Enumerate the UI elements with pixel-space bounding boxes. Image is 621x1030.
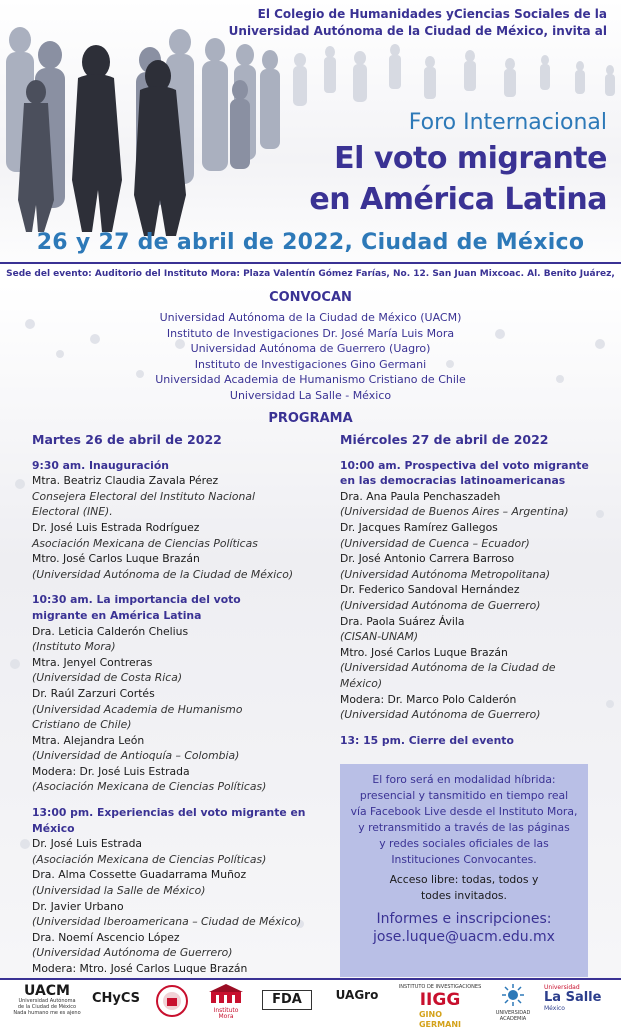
access-line: todes invitados.	[421, 889, 507, 902]
uagro-logo: UAGro	[335, 988, 379, 1002]
moderator-name: Modera: Dr. Marco Polo Calderón	[340, 692, 517, 706]
speaker-affiliation: (Universidad Autónoma Metropolitana)	[340, 567, 551, 581]
programa-heading: PROGRAMA	[268, 411, 353, 426]
info-line: y redes sociales oficiales de las	[379, 837, 549, 850]
academia-logo: UNIVERSIDAD ACADEMIA	[488, 984, 538, 1022]
speaker-affiliation: (Universidad Autónoma de la Ciudad de México)	[340, 661, 556, 690]
speaker-name: Dr. José Luis Estrada Rodríguez	[32, 520, 200, 534]
speaker-affiliation: (Universidad de Costa Rica)	[32, 671, 183, 685]
speaker-affiliation: (Universidad Autónoma de Guerrero)	[32, 946, 233, 960]
convocan-item: Universidad La Salle - México	[229, 388, 392, 402]
convocan-item: Instituto de Investigaciones Dr. José María Luis Mora	[166, 326, 455, 340]
event-title-line-1: El voto migrante	[334, 141, 607, 176]
speaker-name: Mtra. Alejandra León	[32, 733, 145, 747]
speaker-name: Dr. José Antonio Carrera Barroso	[340, 552, 515, 566]
speaker-name: Dr. Raúl Zarzuri Cortés	[32, 686, 155, 700]
speaker-affiliation: (Universidad Autónoma de la Ciudad de México)	[32, 567, 294, 581]
foro-subtitle: Foro Internacional	[408, 110, 607, 135]
convocan-item: Instituto de Investigaciones Gino Germani	[194, 357, 427, 371]
convocan-heading: CONVOCAN	[269, 290, 352, 305]
event-header	[0, 0, 621, 290]
access-line: Acceso libre: todas, todos y	[389, 873, 539, 886]
day-2-column	[340, 432, 595, 748]
speaker-name: Dr. Jacques Ramírez Gallegos	[340, 520, 498, 534]
speaker-name: Dra. Ana Paula Penchaszadeh	[340, 489, 501, 503]
event-date: 26 y 27 de abril de 2022, Ciudad de México	[36, 230, 585, 255]
instituto-mora-logo: Instituto Mora	[200, 984, 252, 1022]
session-title: 9:30 am. Inauguración	[32, 458, 169, 472]
speaker-name: Dr. José Luis Estrada	[32, 837, 143, 851]
contact-email[interactable]: jose.luque@uacm.edu.mx	[373, 929, 555, 945]
speaker-affiliation: (Universidad Autónoma de Guerrero)	[340, 598, 541, 612]
speaker-name: Mtro. José Carlos Luque Brazán	[340, 645, 508, 659]
event-title-line-2: en América Latina	[309, 182, 607, 217]
info-box	[340, 764, 588, 977]
chycs-logo: CHyCS	[91, 991, 141, 1006]
registration-label: Informes e inscripciones:	[376, 911, 552, 927]
access-note	[340, 872, 588, 904]
session-title: México	[32, 821, 75, 835]
session-title: en las democracias latinoamericanas	[340, 474, 566, 488]
intro-line: El Colegio de Humanidades yCiencias Sociales de la	[257, 7, 607, 21]
speaker-affiliation: Asociación Mexicana de Ciencias Políticas	[32, 536, 258, 550]
session-title: 10:00 am. Prospectiva del voto migrante	[340, 458, 589, 472]
info-line: vía Facebook Live desde el Instituto Mora,	[350, 805, 578, 818]
speaker-affiliation: Cristiano de Chile)	[32, 718, 132, 732]
speaker-affiliation: Electoral (INE).	[32, 505, 113, 519]
speaker-affiliation: (Universidad de Buenos Aires – Argentina)	[340, 505, 569, 519]
speaker-affiliation: (Instituto Mora)	[32, 640, 116, 654]
speaker-affiliation: (Universidad Iberoamericana – Ciudad de México)	[32, 915, 302, 929]
intro-text	[187, 6, 607, 40]
speaker-affiliation: (Universidad la Salle de México)	[32, 884, 206, 898]
uacm-logo: UACM Universidad Autónoma de la Ciudad de México Nada humano me es ajeno	[13, 983, 81, 1016]
info-line: y retransmitido a través de las páginas	[358, 821, 570, 834]
speaker-affiliation: Consejera Electoral del Instituto Nacional	[32, 489, 255, 503]
speaker-name: Mtro. José Carlos Luque Brazán	[32, 552, 200, 566]
convocan-item: Universidad Academia de Humanismo Cristiano de Chile	[155, 373, 466, 387]
speaker-name: Dra. Noemí Ascencio López	[32, 930, 180, 944]
convocan-item: Universidad Autónoma de Guerrero (Uagro)	[190, 342, 431, 356]
speaker-name: Dr. Javier Urbano	[32, 899, 124, 913]
speaker-affiliation: (CISAN-UNAM)	[340, 630, 419, 644]
speaker-affiliation: (Universidad de Antioquía – Colombia)	[32, 749, 240, 763]
speaker-affiliation: (Universidad de Cuenca – Ecuador)	[340, 536, 530, 550]
info-line: Instituciones Convocantes.	[391, 853, 537, 866]
intro-line: Universidad Autónoma de la Ciudad de México, invita al	[228, 24, 607, 38]
info-line: El foro será en modalidad híbrida:	[372, 773, 556, 786]
day-1-heading: Martes 26 de abril de 2022	[32, 432, 222, 447]
speaker-name: Mtra. Jenyel Contreras	[32, 655, 153, 669]
moderator-affiliation: (Universidad Autónoma de Guerrero)	[340, 708, 541, 722]
session-title: 13:00 pm. Experiencias del voto migrante en	[32, 806, 306, 820]
speaker-affiliation: (Asociación Mexicana de Ciencias Políticas)	[32, 852, 267, 866]
registration	[340, 910, 588, 946]
program-body	[0, 284, 621, 978]
day-1-column	[32, 432, 317, 978]
info-line: presencial y tansmitido en tiempo real	[359, 789, 569, 802]
speaker-name: Dra. Leticia Calderón Chelius	[32, 624, 189, 638]
speaker-name: Dr. Federico Sandoval Hernández	[340, 583, 520, 597]
speaker-name: Mtra. Beatriz Claudia Zavala Pérez	[32, 474, 219, 488]
academia-sun-icon	[502, 984, 524, 1006]
venue-bar: Sede del evento: Auditorio del Instituto Mora: Plaza Valentín Gómez Farías, No. 12. San Juan Mixcoac. Al. Benito Juárez,	[0, 262, 621, 286]
speaker-affiliation: (Universidad Academia de Humanismo	[32, 702, 243, 716]
la-salle-logo: Universidad La Salle México	[544, 984, 602, 1012]
moderator-name: Modera: Mtro. José Carlos Luque Brazán	[32, 962, 248, 975]
mora-building-icon	[209, 984, 243, 1004]
fda-logo: FDA	[262, 990, 312, 1028]
sponsor-logos	[0, 978, 621, 1029]
speaker-name: Dra. Paola Suárez Ávila	[340, 614, 465, 628]
iigg-gino-germani-logo: INSTITUTO DE INVESTIGACIONES IIGG GINO GERMANI	[398, 984, 482, 1029]
museum-seal-icon	[150, 984, 194, 1022]
convocan-item: Universidad Autónoma de la Ciudad de México (UACM)	[159, 311, 462, 324]
session-title: 10:30 am. La importancia del voto	[32, 593, 241, 607]
convocan-list	[0, 310, 621, 404]
moderator-affiliation: (Asociación Mexicana de Ciencias Políticas)	[32, 780, 267, 794]
speaker-name: Dra. Alma Cossette Guadarrama Muñoz	[32, 868, 247, 882]
moderator-name: Modera: Dr. José Luis Estrada	[32, 764, 190, 778]
day-2-heading: Miércoles 27 de abril de 2022	[340, 432, 549, 447]
session-title: migrante en América Latina	[32, 608, 202, 622]
closing-session: 13: 15 pm. Cierre del evento	[340, 733, 514, 747]
